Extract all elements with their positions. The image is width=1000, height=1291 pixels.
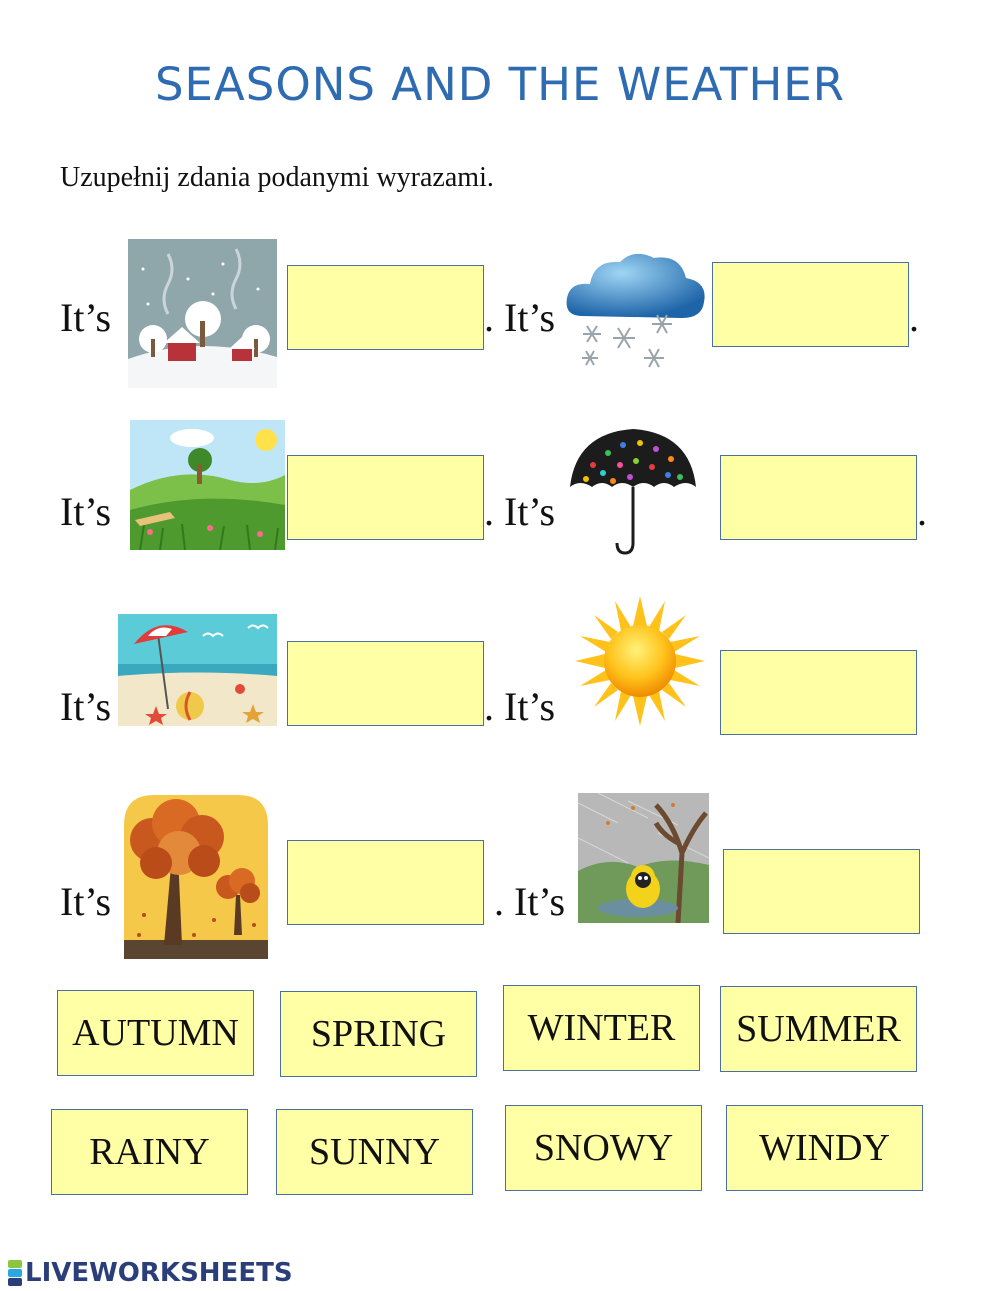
word-card-winter[interactable]: WINTER bbox=[503, 985, 700, 1071]
word-card-rainy[interactable]: RAINY bbox=[51, 1109, 248, 1195]
liveworksheets-logo[interactable] bbox=[8, 1258, 293, 1288]
word-card-autumn[interactable]: AUTUMN bbox=[57, 990, 254, 1076]
period-1: . bbox=[909, 295, 919, 340]
word-card-snowy[interactable]: SNOWY bbox=[505, 1105, 702, 1191]
spring-meadow-picture bbox=[130, 420, 285, 550]
period-2: . bbox=[917, 489, 927, 534]
worksheet-title: SEASONS AND THE WEATHER bbox=[154, 58, 845, 111]
its-label-8: . It’s bbox=[494, 879, 566, 924]
word-card-windy[interactable]: WINDY bbox=[726, 1105, 923, 1191]
sun-picture bbox=[575, 596, 705, 726]
its-label-5: It’s bbox=[60, 684, 112, 729]
beach-picture bbox=[118, 614, 277, 726]
its-label-1: It’s bbox=[60, 295, 112, 340]
answer-box-6[interactable] bbox=[720, 650, 917, 735]
word-card-spring[interactable]: SPRING bbox=[280, 991, 477, 1077]
its-label-4: . It’s bbox=[484, 489, 556, 534]
word-card-sunny[interactable]: SUNNY bbox=[276, 1109, 473, 1195]
windy-weather-picture bbox=[578, 793, 709, 923]
answer-box-8[interactable] bbox=[723, 849, 920, 934]
instruction-text: Uzupełnij zdania podanymi wyrazami. bbox=[60, 162, 494, 193]
answer-box-1[interactable] bbox=[287, 265, 484, 350]
snowy-village-picture bbox=[128, 239, 277, 388]
its-label-2: . It’s bbox=[484, 295, 556, 340]
liveworksheets-brand-text: LIVEWORKSHEETS bbox=[25, 1258, 293, 1288]
its-label-6: . It’s bbox=[484, 684, 556, 729]
snow-cloud-picture bbox=[562, 246, 708, 374]
answer-box-5[interactable] bbox=[287, 641, 484, 726]
answer-box-7[interactable] bbox=[287, 840, 484, 925]
autumn-trees-picture bbox=[124, 795, 268, 959]
rain-umbrella-picture bbox=[568, 425, 698, 555]
answer-box-3[interactable] bbox=[287, 455, 484, 540]
answer-box-2[interactable] bbox=[712, 262, 909, 347]
answer-box-4[interactable] bbox=[720, 455, 917, 540]
liveworksheets-logo-icon bbox=[8, 1260, 22, 1287]
its-label-3: It’s bbox=[60, 489, 112, 534]
its-label-7: It’s bbox=[60, 879, 112, 924]
word-card-summer[interactable]: SUMMER bbox=[720, 986, 917, 1072]
